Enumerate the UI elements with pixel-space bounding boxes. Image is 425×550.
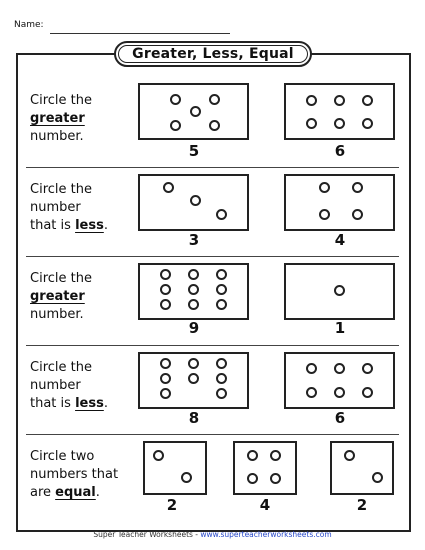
dot: [216, 209, 227, 220]
dot: [372, 472, 383, 483]
problem-3-number-a[interactable]: 9: [188, 319, 200, 337]
problem-4-box-b[interactable]: [284, 352, 395, 409]
dot: [163, 182, 174, 193]
problem-4-instruction: Circle the number that is less.: [30, 360, 108, 411]
dot: [216, 373, 227, 384]
dot: [190, 106, 201, 117]
row-divider: [26, 167, 399, 168]
dot: [216, 388, 227, 399]
problem-2-box-b[interactable]: [284, 174, 395, 231]
problem-3-number-b[interactable]: 1: [334, 319, 346, 337]
problem-1-box-a[interactable]: [138, 83, 249, 140]
dot: [334, 387, 345, 398]
dot: [334, 285, 345, 296]
dot: [344, 450, 355, 461]
name-line[interactable]: [50, 33, 230, 34]
problem-2-number-a[interactable]: 3: [188, 231, 200, 249]
dot: [216, 358, 227, 369]
dot: [188, 373, 199, 384]
problem-1-number-b[interactable]: 6: [334, 142, 346, 160]
dot: [319, 182, 330, 193]
dot: [352, 209, 363, 220]
problem-4-box-a[interactable]: [138, 352, 249, 409]
dot: [306, 363, 317, 374]
row-divider: [26, 256, 399, 257]
problem-3-box-a[interactable]: [138, 263, 249, 320]
dot: [160, 299, 171, 310]
problem-2-box-a[interactable]: [138, 174, 249, 231]
problem-3-box-b[interactable]: [284, 263, 395, 320]
problem-5-number-b[interactable]: 4: [259, 496, 271, 514]
problem-5-number-a[interactable]: 2: [166, 496, 178, 514]
row-divider: [26, 434, 399, 435]
dot: [216, 299, 227, 310]
dot: [216, 269, 227, 280]
dot: [188, 299, 199, 310]
dot: [247, 450, 258, 461]
dot: [362, 387, 373, 398]
problem-1-instruction: Circle the greater number.: [30, 93, 92, 144]
dot: [209, 120, 220, 131]
dot: [334, 363, 345, 374]
dot: [170, 120, 181, 131]
dot: [160, 284, 171, 295]
problem-1-box-b[interactable]: [284, 83, 395, 140]
problem-4-number-b[interactable]: 6: [334, 409, 346, 427]
footer-credit: Super Teacher Worksheets - www.superteacherworksheets.com: [93, 530, 332, 539]
problem-4-number-a[interactable]: 8: [188, 409, 200, 427]
dot: [190, 195, 201, 206]
name-label: Name:: [14, 20, 44, 30]
dot: [216, 284, 227, 295]
dot: [270, 450, 281, 461]
dot: [352, 182, 363, 193]
dot: [170, 94, 181, 105]
dot: [270, 473, 281, 484]
dot: [334, 95, 345, 106]
problem-5-box-c[interactable]: [330, 441, 394, 495]
dot: [362, 363, 373, 374]
dot: [247, 473, 258, 484]
dot: [306, 95, 317, 106]
dot: [306, 387, 317, 398]
dot: [306, 118, 317, 129]
problem-2-number-b[interactable]: 4: [334, 231, 346, 249]
dot: [209, 94, 220, 105]
problem-2-instruction: Circle the number that is less.: [30, 182, 108, 233]
dot: [160, 269, 171, 280]
dot: [188, 284, 199, 295]
dot: [362, 95, 373, 106]
problem-5-instruction: Circle two numbers that are equal.: [30, 449, 119, 500]
dot: [319, 209, 330, 220]
dot: [160, 373, 171, 384]
worksheet-title: Greater, Less, Equal: [114, 41, 312, 67]
row-divider: [26, 345, 399, 346]
problem-1-number-a[interactable]: 5: [188, 142, 200, 160]
dot: [181, 472, 192, 483]
footer-link[interactable]: www.superteacherworksheets.com: [200, 530, 332, 539]
dot: [188, 358, 199, 369]
problem-3-instruction: Circle the greater number.: [30, 271, 92, 322]
problem-5-box-a[interactable]: [143, 441, 207, 495]
problem-5-number-c[interactable]: 2: [356, 496, 368, 514]
dot: [160, 388, 171, 399]
dot: [160, 358, 171, 369]
dot: [334, 118, 345, 129]
dot: [153, 450, 164, 461]
dot: [188, 269, 199, 280]
dot: [362, 118, 373, 129]
problem-5-box-b[interactable]: [233, 441, 297, 495]
